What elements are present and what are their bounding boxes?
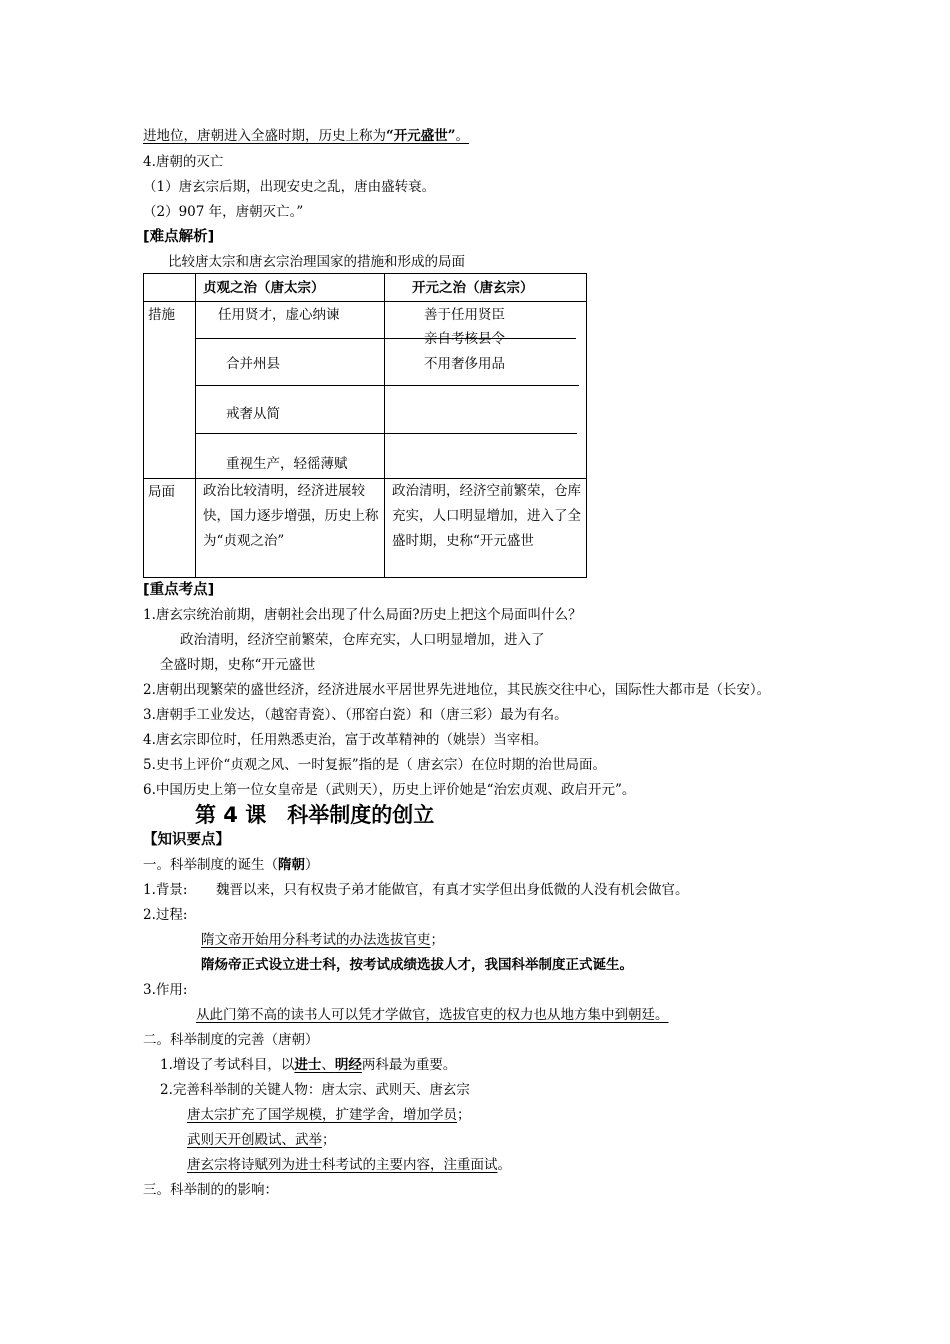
background-text: 魏晋以来，只有权贵子弟才能做官，有真才实学但出身低微的人没有机会做官。 bbox=[216, 882, 689, 898]
wuzetian-contribution bbox=[187, 1131, 336, 1149]
xuanzong-result: 政治清明，经济空前繁荣，仓库充实，人口明显增加，进入了全盛时期，史称“开元盛世 bbox=[392, 483, 581, 549]
effect-text: 从此门第不高的读书人可以凭才学做官，选拔官吏的权力也从地方集中到朝廷。 bbox=[196, 1007, 669, 1023]
lesson-title: 第 4 课 科举制度的创立 bbox=[195, 803, 435, 827]
taizong-contribution bbox=[187, 1106, 471, 1124]
wuzetian-contribution-end: ； bbox=[322, 1132, 336, 1148]
sui-dynasty: 隋朝 bbox=[278, 857, 305, 873]
s2-item-1-end: 两科最为重要。 bbox=[361, 1057, 457, 1073]
key-q3: 3.唐朝手工业发达，（越窑青瓷）、（邢窑白瓷）和（唐三彩）最为有名。 bbox=[143, 707, 568, 723]
process-step-1-end: ； bbox=[430, 932, 444, 948]
intro-line bbox=[143, 127, 469, 145]
taizong-contribution-text: 唐太宗扩充了国学规模，扩建学舍，增加学员 bbox=[187, 1107, 457, 1123]
process-step-1 bbox=[201, 931, 444, 949]
key-q2: 2.唐朝出现繁荣的盛世经济，经济进展水平居世界先进地位，其民族交往中心，国际性大都市是（长安）。 bbox=[143, 682, 771, 698]
key-q1: 1.唐玄宗统治前期，唐朝社会出现了什么局面?历史上把这个局面叫什么？ bbox=[143, 607, 582, 623]
xuanzong-contribution bbox=[187, 1156, 511, 1174]
effect-label: 3.作用: bbox=[143, 982, 188, 998]
section-2-heading: 二。科举制度的完善（唐朝） bbox=[143, 1032, 319, 1048]
section-4-item-2: （2）907 年，唐朝灭亡。” bbox=[143, 204, 304, 220]
taizong-measure: 任用贤才，虚心纳谏 bbox=[218, 307, 340, 323]
key-a1-line1: 政治清明，经济空前繁荣，仓库充实，人口明显增加，进入了 bbox=[180, 632, 545, 648]
section-2-item-2: 2.完善科举制的关键人物：唐太宗、武则天、唐玄宗 bbox=[160, 1082, 470, 1098]
col-header-zhenguan: 贞观之治（唐太宗） bbox=[203, 280, 325, 296]
key-heading: [重点考点] bbox=[143, 582, 215, 598]
taizong-contribution-end: ； bbox=[457, 1107, 471, 1123]
taizong-measure: 合并州县 bbox=[226, 356, 280, 372]
taizong-measure: 重视生产，轻徭薄赋 bbox=[226, 456, 348, 472]
row-label-measures: 措施 bbox=[148, 307, 175, 323]
section-3-heading: 三。科举制的的影响： bbox=[143, 1182, 278, 1198]
background-label: 1.背景: bbox=[143, 882, 188, 898]
xuanzong-contribution-text: 唐玄宗将诗赋列为进士科考试的主要内容，注重面试 bbox=[187, 1157, 498, 1173]
taizong-measure: 戒奢从简 bbox=[226, 406, 280, 422]
difficult-intro: 比较唐太宗和唐玄宗治理国家的措施和形成的局面 bbox=[168, 254, 465, 270]
key-q6: 6.中国历史上第一位女皇帝是（武则天），历史上评价她是“治宏贞观、政启开元”。 bbox=[143, 782, 636, 798]
s2-item-1-sep: 、 bbox=[321, 1057, 335, 1073]
section-1-close: ） bbox=[305, 857, 319, 873]
taizong-result: 政治比较清明，经济进展较快，国力逐步增强，历史上称为“贞观之治” bbox=[203, 483, 379, 549]
intro-period: 。 bbox=[455, 128, 470, 144]
key-q5: 5.史书上评价“贞观之风、一时复振”指的是（ 唐玄宗）在位时期的治世局面。 bbox=[143, 757, 606, 773]
section-4-heading: 4.唐朝的灭亡 bbox=[143, 154, 224, 170]
s2-item-1-text: 1.增设了考试科目，以 bbox=[160, 1057, 295, 1073]
xuanzong-measure: 不用奢侈用品 bbox=[424, 356, 505, 372]
process-step-1-text: 隋文帝开始用分科考试的办法选拔官吏 bbox=[201, 932, 431, 948]
section-2-item-1 bbox=[160, 1056, 456, 1074]
key-a1-line2: 全盛时期，史称“开元盛世 bbox=[160, 657, 316, 673]
process-label: 2.过程: bbox=[143, 907, 188, 923]
knowledge-heading: 【知识要点】 bbox=[143, 832, 230, 848]
jinshi-term: 进士 bbox=[294, 1057, 322, 1073]
wuzetian-contribution-text: 武则天开创殿试、武举 bbox=[187, 1132, 322, 1148]
difficult-heading: [难点解析] bbox=[143, 229, 215, 245]
process-step-2: 隋炀帝正式设立进士科，按考试成绩选拔人才，我国科举制度正式诞生。 bbox=[201, 957, 633, 973]
section-1-text: 一。科举制度的诞生（ bbox=[143, 857, 278, 873]
row-label-result: 局面 bbox=[148, 484, 175, 500]
mingjing-term: 明经 bbox=[334, 1057, 362, 1073]
section-1-heading bbox=[143, 856, 319, 874]
xuanzong-measure: 善于任用贤臣 bbox=[424, 307, 505, 323]
xuanzong-measure: 亲自考核县令 bbox=[424, 331, 505, 347]
intro-text: 进地位，唐朝进入全盛时期，历史上称为 bbox=[143, 128, 386, 144]
section-4-item-1: （1）唐玄宗后期，出现安史之乱，唐由盛转衰。 bbox=[143, 179, 436, 195]
xuanzong-contribution-end: 。 bbox=[497, 1157, 511, 1173]
col-header-kaiyuan: 开元之治（唐玄宗） bbox=[412, 280, 534, 296]
kaiyuan-term: “开元盛世” bbox=[386, 128, 456, 144]
key-q4: 4.唐玄宗即位时，任用熟悉吏治，富于改革精神的（姚崇）当宰相。 bbox=[143, 732, 548, 748]
